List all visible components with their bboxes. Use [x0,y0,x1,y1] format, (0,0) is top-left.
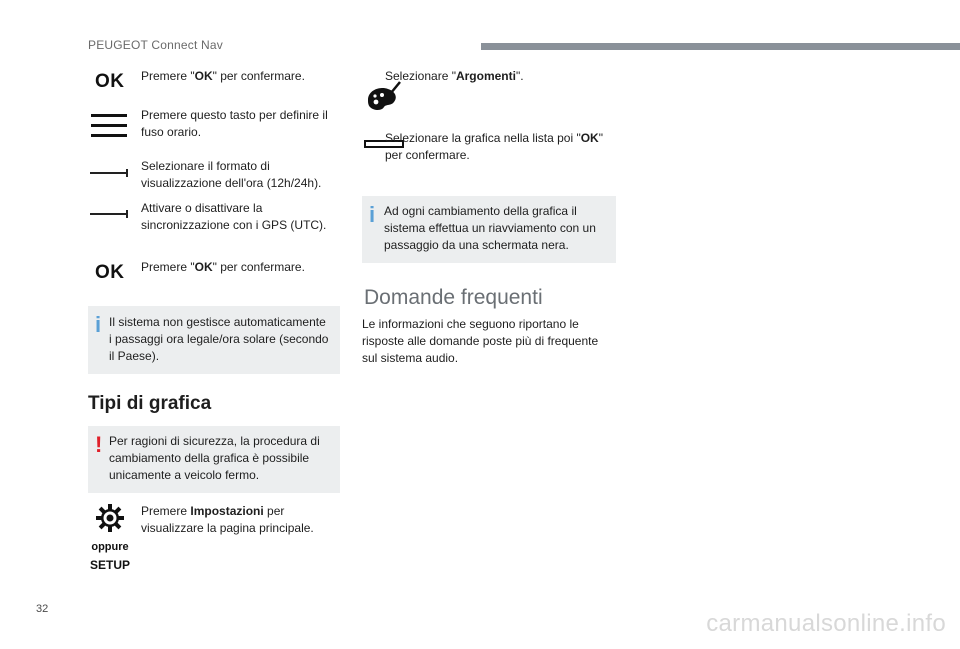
ok-icon: OK [95,71,125,92]
watermark: carmanualsonline.info [706,610,946,637]
warning-icon: ! [95,432,103,457]
step-settings: Premere Impostazioni per visualizzare la pagina principale. [141,504,314,535]
heading-domande-frequenti: Domande frequenti [364,286,543,309]
header-bar [481,43,960,50]
step-ok-confirm-2: Premere "OK" per confermare. [141,260,305,274]
info-note-restart [362,196,616,263]
menu-icon [91,114,127,144]
info-icon: i [369,202,376,227]
line-icon [90,172,128,174]
warning-note [88,426,340,493]
step-gps-sync: Attivare o disattivare la sincronizzazione con i GPS (UTC). [141,201,327,232]
info-note-restart-text: Ad ogni cambiamento della grafica il sistema effettua un riavviamento con un passaggio da una schermata nera. [384,204,596,252]
step-time-format: Selezionare il formato di visualizzazione dell'ora (12h/24h). [141,159,322,190]
info-note-text: Il sistema non gestisce automaticamente i passaggi ora legale/ora solare (secondo il Paese). [109,315,329,363]
info-icon: i [95,312,102,337]
gear-icon [95,503,125,533]
info-note-dst [88,306,340,374]
oppure-label: oppure [91,541,129,553]
heading-tipi-grafica: Tipi di grafica [88,393,212,414]
step-argomenti: Selezionare "Argomenti". [385,69,524,83]
step-select-graphic: Selezionare la grafica nella lista poi "OK" per confermare. [385,131,603,162]
warning-note-text: Per ragioni di sicurezza, la procedura di cambiamento della grafica è possibile unicamente a veicolo fermo. [109,434,320,482]
setup-label: SETUP [89,558,130,572]
faq-intro-text: Le informazioni che seguono riportano le risposte alle domande poste più di frequente sul sistema audio. [362,317,599,365]
step-timezone: Premere questo tasto per definire il fuso orario. [141,108,328,139]
ok-icon: OK [95,262,125,283]
line-icon [90,213,128,215]
header-title: PEUGEOT Connect Nav [88,38,223,52]
page-number: 32 [36,603,49,615]
step-ok-confirm-1: Premere "OK" per confermare. [141,69,305,83]
